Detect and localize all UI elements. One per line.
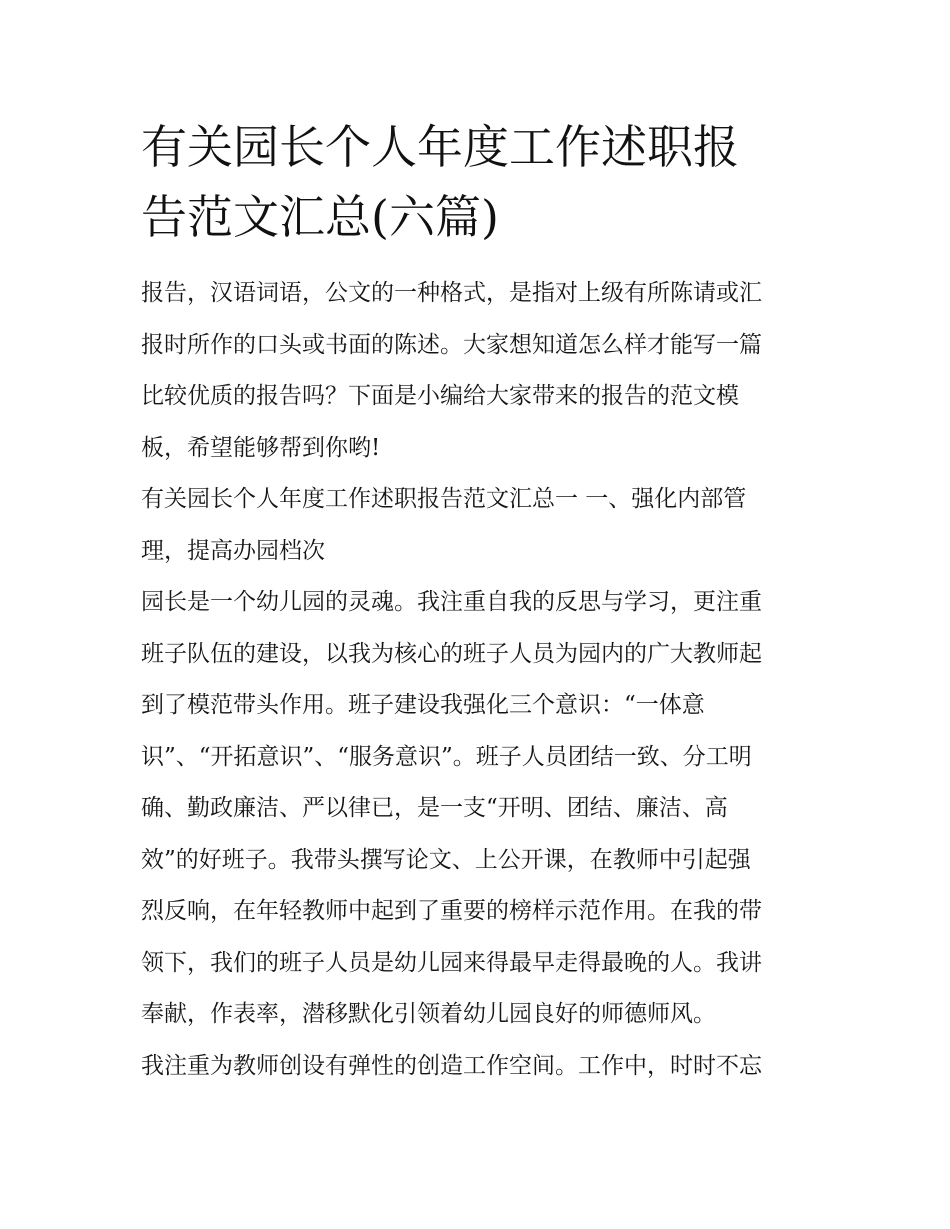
text-line: 报告，汉语词语，公文的一种格式，是指对上级有所陈请或汇	[141, 280, 762, 306]
text-line: 理，提高办园档次	[141, 537, 325, 564]
intro-paragraph	[141, 268, 821, 474]
title-line: 告范文汇总(六篇)	[141, 190, 499, 244]
text-line: 报时所作的口头或书面的陈述。大家想知道怎么样才能写一篇	[141, 331, 762, 358]
text-line: 奉献，作表率，潜移默化引领着幼儿园良好的师德师风。	[141, 1001, 716, 1027]
text-line: 班子队伍的建设，以我为核心的班子人员为园内的广大教师起	[141, 640, 762, 667]
text-line: 板，希望能够帮到你哟!	[141, 434, 381, 461]
text-line: 到了模范带头作用。班子建设我强化三个意识：“一体意	[141, 692, 705, 718]
text-line: 我注重为教师创设有弹性的创造工作空间。工作中，时时不忘	[141, 1052, 762, 1079]
text-line: 比较优质的报告吗？下面是小编给大家带来的报告的范文模	[141, 383, 739, 409]
text-line: 效”的好班子。我带头撰写论文、上公开课，在教师中引起强	[141, 846, 751, 873]
text-line: 有关园长个人年度工作述职报告范文汇总一 一、强化内部管	[141, 486, 747, 512]
text-line: 烈反响，在年轻教师中起到了重要的榜样示范作用。在我的带	[141, 898, 762, 924]
document-page	[141, 112, 821, 1092]
text-line: 确、勤政廉洁、严以律已，是一支“开明、团结、廉洁、高	[141, 795, 728, 821]
section-heading-paragraph	[141, 474, 821, 577]
body-paragraph	[141, 577, 821, 1041]
text-line: 领下，我们的班子人员是幼儿园来得最早走得最晚的人。我讲	[141, 949, 762, 976]
body-paragraph	[141, 1041, 821, 1093]
text-line: 识”、“开拓意识”、“服务意识”。班子人员团结一致、分工明	[141, 743, 752, 770]
document-title	[141, 112, 821, 252]
document-body	[141, 268, 821, 1092]
title-line: 有关园长个人年度工作述职报	[141, 120, 739, 174]
text-line: 园长是一个幼儿园的灵魂。我注重自我的反思与学习，更注重	[141, 589, 762, 615]
